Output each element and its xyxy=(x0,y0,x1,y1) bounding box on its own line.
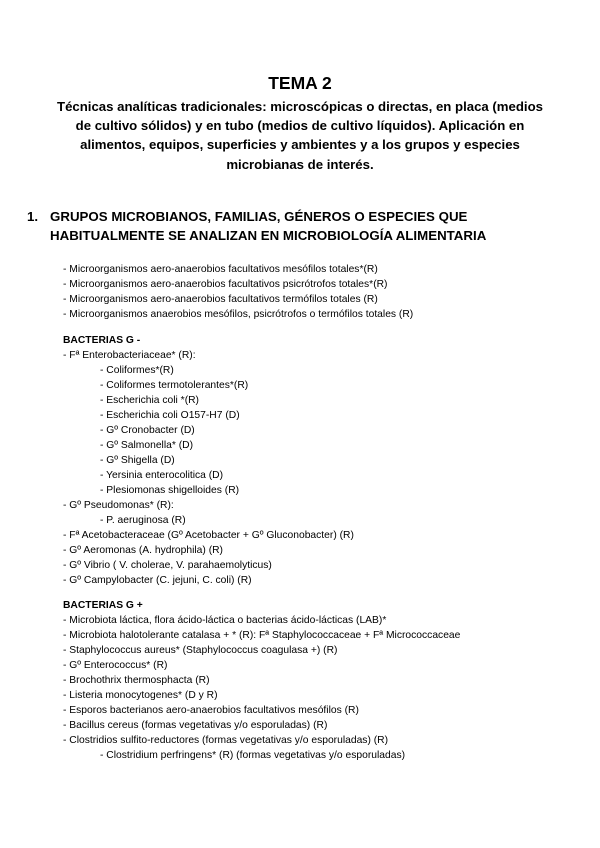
page-title: TEMA 2 xyxy=(268,73,332,93)
list-item: - Gº Pseudomonas* (R): xyxy=(63,500,174,511)
list-item: - Coliformes termotolerantes*(R) xyxy=(100,380,249,391)
subtitle-line: alimentos, equipos, superficies y ambientes y a los grupos y especies xyxy=(80,137,520,153)
list-item: - Listeria monocytogenes* (D y R) xyxy=(63,690,218,701)
section-title-line: GRUPOS MICROBIANOS, FAMILIAS, GÉNEROS O ESPECIES QUE xyxy=(50,209,468,224)
list-item: - Gº Shigella (D) xyxy=(100,455,175,466)
subtitle-line: microbianas de interés. xyxy=(226,156,374,172)
list-item: - Esporos bacterianos aero-anaerobios facultativos mesófilos (R) xyxy=(63,705,359,716)
gram-positive-heading: BACTERIAS G + xyxy=(63,600,143,611)
gram-negative-list xyxy=(63,333,583,588)
section-title xyxy=(50,207,570,245)
list-item: - Microorganismos aero-anaerobios facultativos psicrótrofos totales*(R) xyxy=(63,279,388,290)
list-item: - Escherichia coli O157-H7 (D) xyxy=(100,410,240,421)
list-item: - Clostridium perfringens* (R) (formas vegetativas y/o esporuladas) xyxy=(100,750,406,761)
list-item: - Microorganismos anaerobios mesófilos, psicrótrofos o termófilos totales (R) xyxy=(63,309,414,320)
page-subtitle xyxy=(55,97,545,174)
list-item: - Plesiomonas shigelloides (R) xyxy=(100,485,240,496)
list-item: - Gº Vibrio ( V. cholerae, V. parahaemolyticus) xyxy=(63,560,272,571)
list-item: - Gº Enterococcus* (R) xyxy=(63,660,168,671)
list-item: - Gº Salmonella* (D) xyxy=(100,440,194,451)
list-item: - Clostridios sulfito-reductores (formas vegetativas y/o esporuladas) (R) xyxy=(63,735,389,746)
list-item: - Gº Aeromonas (A. hydrophila) (R) xyxy=(63,545,223,556)
gram-negative-heading: BACTERIAS G - xyxy=(63,335,141,346)
list-item: - Gº Cronobacter (D) xyxy=(100,425,195,436)
general-microorganism-list xyxy=(63,262,583,322)
list-item: - Gº Campylobacter (C. jejuni, C. coli) (R) xyxy=(63,575,252,586)
list-item: - P. aeruginosa (R) xyxy=(100,515,186,526)
list-item: - Brochothrix thermosphacta (R) xyxy=(63,675,210,686)
subtitle-line: Técnicas analíticas tradicionales: microscópicas o directas, en placa (medios xyxy=(57,99,543,114)
list-item: - Microbiota halotolerante catalasa + * (R): Fª Staphylococcaceae + Fª Micrococcaceae xyxy=(63,630,461,641)
list-item: - Yersinia enterocolitica (D) xyxy=(100,470,224,481)
list-item: - Coliformes*(R) xyxy=(100,365,174,376)
section-number: 1. xyxy=(27,209,39,224)
gram-positive-list xyxy=(63,598,583,763)
list-item: - Staphylococcus aureus* (Staphylococcus coagulasa +) (R) xyxy=(63,645,338,656)
list-item: - Microbiota láctica, flora ácido-láctica o bacterias ácido-lácticas (LAB)* xyxy=(63,615,387,626)
list-item: - Fª Enterobacteriaceae* (R): xyxy=(63,350,196,361)
list-item: - Microorganismos aero-anaerobios facultativos mesófilos totales*(R) xyxy=(63,264,378,275)
subtitle-line: de cultivo sólidos) y en tubo (medios de cultivo líquidos). Aplicación en xyxy=(75,118,525,134)
list-item: - Microorganismos aero-anaerobios facultativos termófilos totales (R) xyxy=(63,294,378,305)
list-item: - Bacillus cereus (formas vegetativas y/o esporuladas) (R) xyxy=(63,720,328,731)
list-item: - Escherichia coli *(R) xyxy=(100,395,199,406)
section-title-line: HABITUALMENTE SE ANALIZAN EN MICROBIOLOGÍA ALIMENTARIA xyxy=(50,228,487,243)
list-item: - Fª Acetobacteraceae (Gº Acetobacter + Gº Gluconobacter) (R) xyxy=(63,530,354,541)
